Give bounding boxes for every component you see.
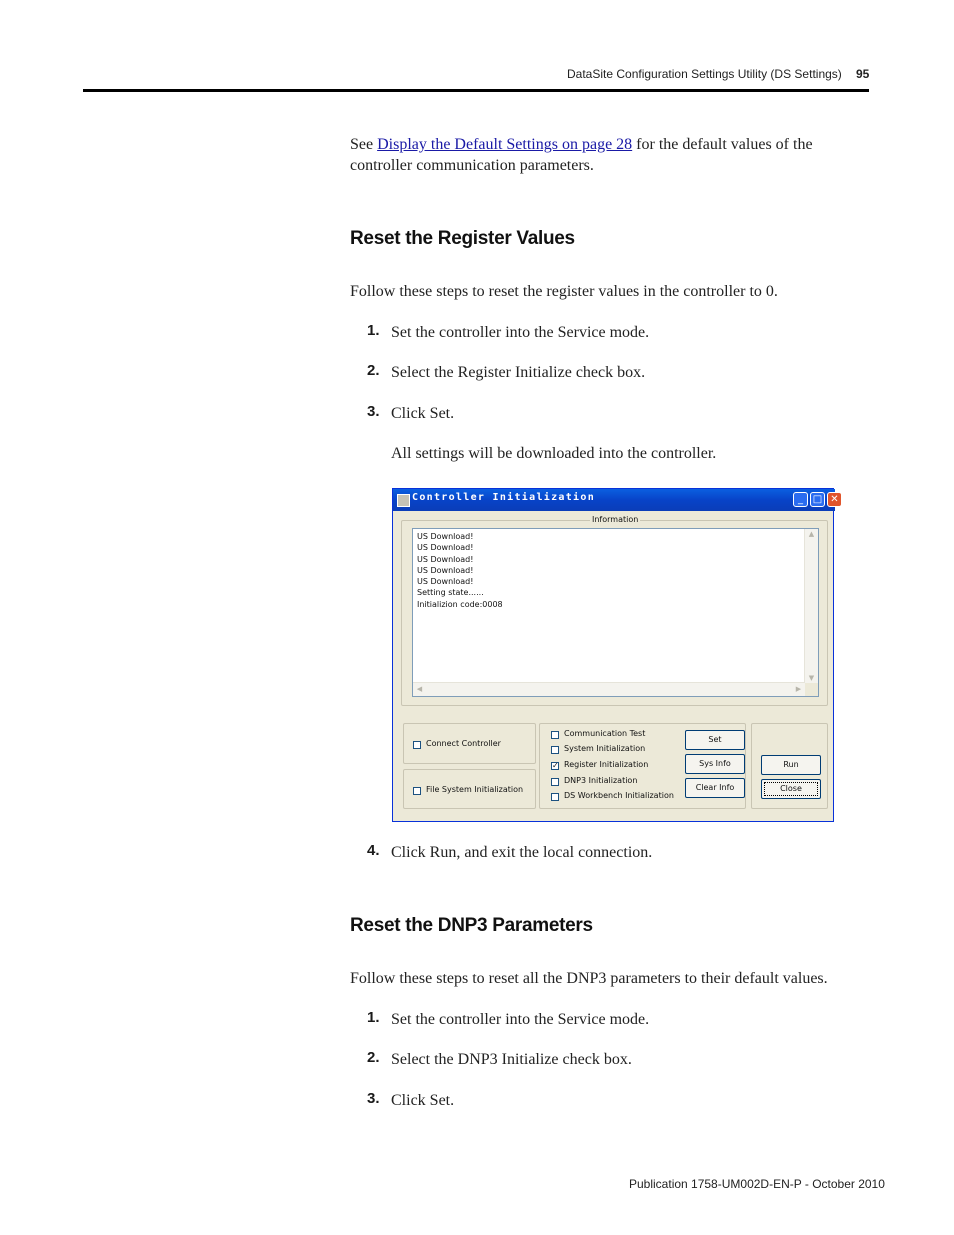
log-line: US Download!: [417, 532, 474, 541]
controller-initialization-dialog: [392, 488, 839, 822]
communication-test-checkbox[interactable]: [551, 731, 559, 739]
step-number: 3.: [367, 1090, 380, 1107]
publication-footer: Publication 1758-UM002D-EN-P - October 2010: [629, 1177, 885, 1191]
log-line: US Download!: [417, 565, 474, 575]
log-line: Initializion code:0008: [417, 599, 503, 609]
step-text: Click Set.: [391, 1092, 455, 1109]
section-register-lead: Follow these steps to reset the register values in the controller to 0.: [350, 283, 778, 300]
step-text: Set the controller into the Service mode.: [391, 1011, 650, 1028]
step-dnp3-1: [367, 1009, 380, 1027]
system-initialization-checkbox[interactable]: [551, 746, 559, 754]
step-number: 2.: [367, 1049, 380, 1066]
step-number: 3.: [367, 403, 380, 420]
dnp3-initialization-checkbox[interactable]: [551, 778, 559, 786]
step-dnp3-3: [367, 1090, 380, 1108]
step-3-note: All settings will be downloaded into the controller.: [391, 445, 717, 462]
default-settings-link[interactable]: Display the Default Settings on page 28: [377, 136, 633, 153]
log-line: US Download!: [417, 577, 474, 587]
run-button[interactable]: Run: [761, 755, 821, 775]
intro-prefix: See: [350, 136, 378, 153]
vertical-scrollbar[interactable]: [804, 529, 818, 683]
step-register-3: [367, 403, 380, 421]
dialog-title: Controller Initialization: [412, 492, 596, 503]
scroll-left-icon[interactable]: ◀: [416, 685, 423, 693]
section-heading-register: Reset the Register Values: [350, 228, 575, 249]
step-number: 4.: [367, 842, 380, 859]
intro-line-2: controller communication parameters.: [350, 157, 594, 174]
checkbox-label: DNP3 Initialization: [564, 776, 638, 785]
register-initialization-checkbox[interactable]: [551, 762, 559, 770]
sys-info-button[interactable]: Sys Info: [685, 754, 745, 774]
maximize-button[interactable]: □: [810, 492, 825, 507]
scroll-up-icon[interactable]: ▲: [808, 530, 815, 538]
checkbox-label: Register Initialization: [564, 760, 649, 769]
scroll-corner: [805, 683, 818, 696]
step-number: 1.: [367, 1009, 380, 1026]
file-system-group: [403, 769, 536, 809]
run-close-group: [751, 723, 828, 809]
log-line: Setting state......: [417, 588, 484, 598]
checkbox-label: Connect Controller: [426, 739, 501, 748]
dialog-titlebar: [393, 489, 839, 511]
scroll-right-icon[interactable]: ▶: [795, 685, 802, 693]
step-register-4: [367, 842, 380, 860]
intro-paragraph: [350, 134, 850, 176]
information-label: Information: [592, 515, 639, 524]
step-dnp3-2: [367, 1049, 380, 1067]
checkbox-label: File System Initialization: [426, 785, 524, 794]
step-text: Select the DNP3 Initialize check box.: [391, 1051, 632, 1068]
scroll-down-icon[interactable]: ▼: [808, 674, 815, 682]
check-mark-icon: ✓: [552, 761, 559, 770]
horizontal-scrollbar[interactable]: [413, 682, 805, 696]
step-number: 1.: [367, 322, 380, 339]
close-window-button[interactable]: ✕: [827, 492, 842, 507]
checkbox-label: Communication Test: [564, 729, 646, 738]
section-heading-dnp3: Reset the DNP3 Parameters: [350, 915, 593, 936]
header-rule: [83, 89, 869, 92]
clear-info-button[interactable]: Clear Info: [685, 778, 745, 798]
step-number: 2.: [367, 362, 380, 379]
step-text: Select the Register Initialize check box.: [391, 364, 646, 381]
ds-workbench-initialization-checkbox[interactable]: [551, 793, 559, 801]
set-button[interactable]: Set: [685, 730, 745, 750]
app-icon: [397, 494, 410, 507]
log-line: US Download!: [417, 554, 474, 564]
connect-group: [403, 723, 536, 764]
step-text: Set the controller into the Service mode.: [391, 324, 650, 341]
log-line: US Download!: [417, 543, 474, 553]
step-text: Click Run, and exit the local connection.: [391, 844, 653, 861]
step-register-2: [367, 362, 380, 380]
initialization-options-group: [539, 723, 746, 809]
minimize-button[interactable]: _: [793, 492, 808, 507]
checkbox-label: System Initialization: [564, 744, 646, 753]
page-number: 95: [856, 67, 870, 81]
running-header-title: DataSite Configuration Settings Utility (DS Settings): [567, 67, 842, 81]
section-dnp3-lead: Follow these steps to reset all the DNP3 parameters to their default values.: [350, 970, 828, 987]
connect-controller-checkbox[interactable]: [413, 741, 421, 749]
step-register-1: [367, 322, 380, 340]
step-text: Click Set.: [391, 405, 455, 422]
log-lines: [417, 531, 503, 610]
intro-suffix: for the default values of the: [632, 136, 813, 153]
information-log[interactable]: [412, 528, 819, 697]
checkbox-label: DS Workbench Initialization: [564, 791, 674, 800]
close-button[interactable]: Close: [761, 779, 821, 799]
file-system-initialization-checkbox[interactable]: [413, 787, 421, 795]
